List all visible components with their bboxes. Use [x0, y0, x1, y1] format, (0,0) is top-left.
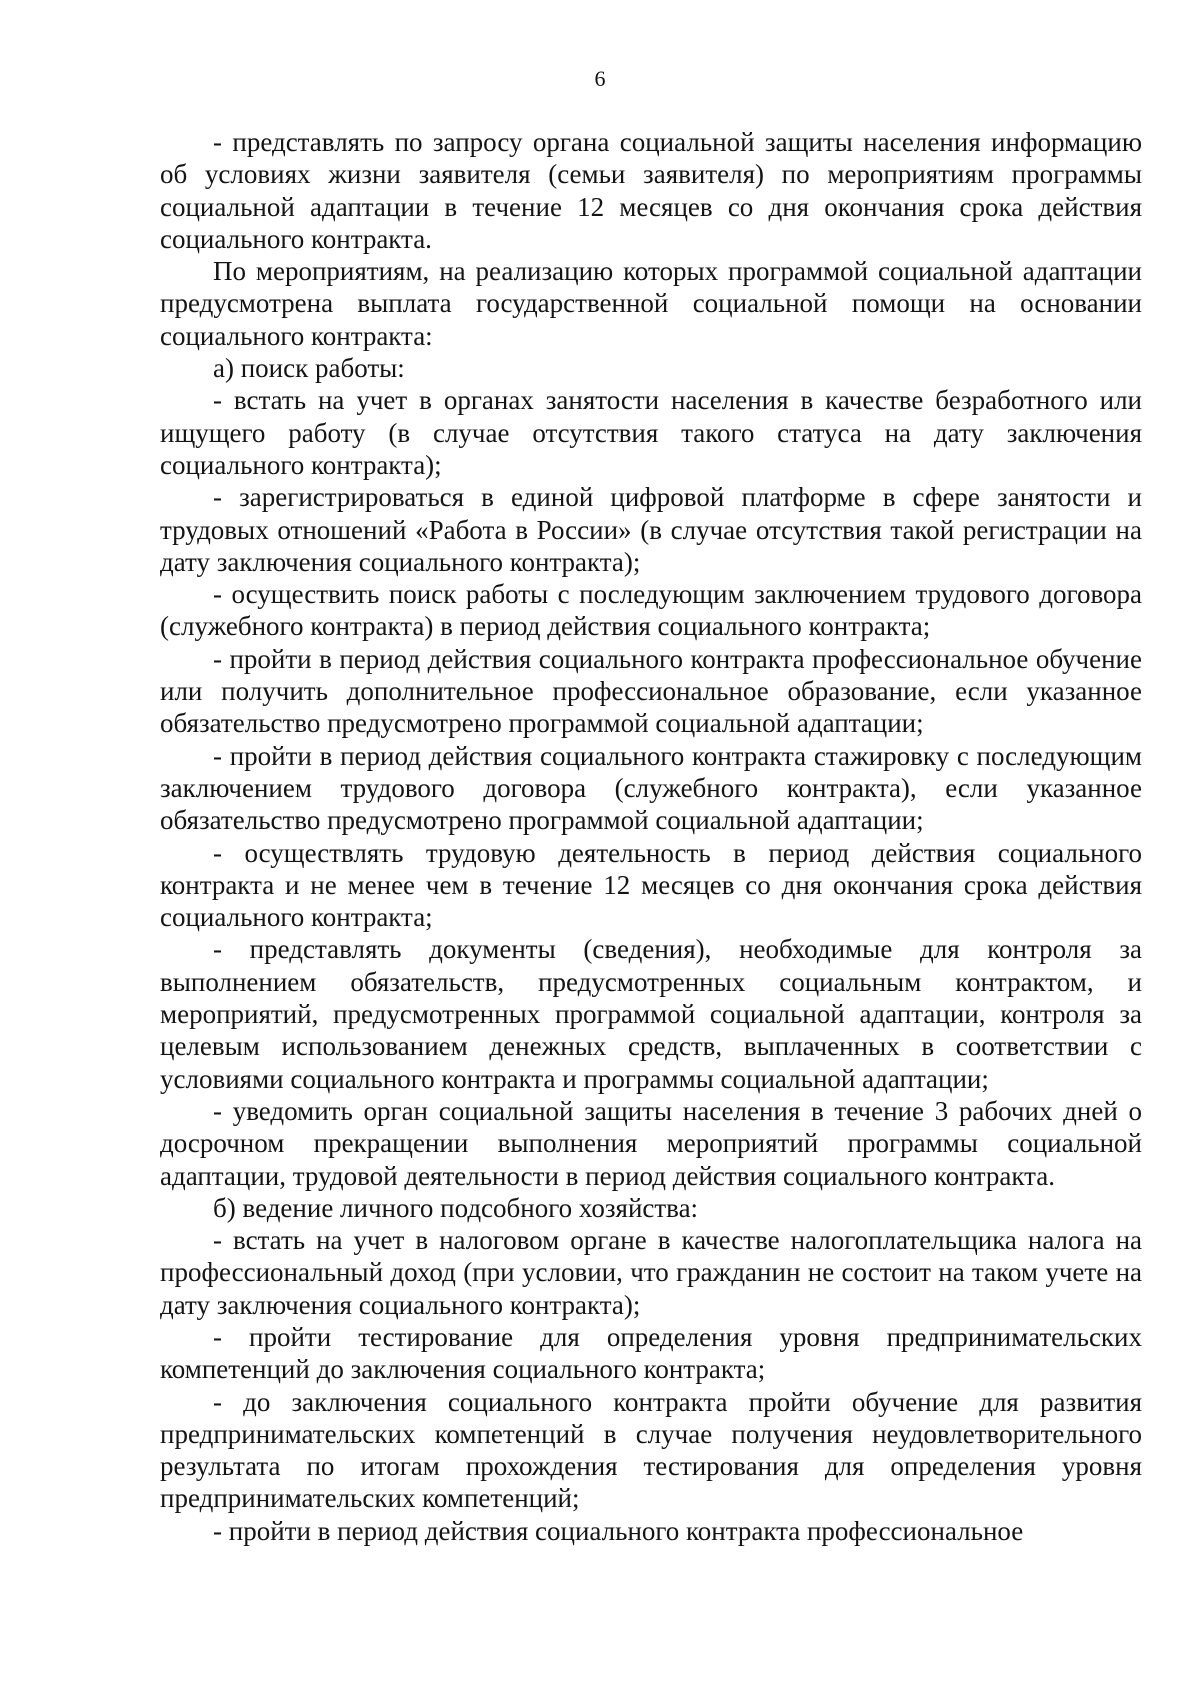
section-heading-job-search: а) поиск работы:	[213, 353, 405, 384]
paragraph-report-living-conditions: - представлять по запросу органа социальной защиты населения информацию об условиях жизни заявителя (семьи заявителя) по мероприятиям программы социальной адаптации в течение 12 месяцев со дня окончания срока действия социального контракта.	[160, 127, 1142, 254]
page-number: 6	[594, 66, 606, 91]
paragraph-register-platform: - зарегистрироваться в единой цифровой платформе в сфере занятости и трудовых отношений «Работа в России» (в случае отсутствия такой регистрации на дату заключения социального контракта);	[160, 482, 1142, 577]
paragraph-job-search: - осуществить поиск работы с последующим заключением трудового договора (служебного контракта) в период действия социального контракта;	[160, 579, 1142, 642]
paragraph-labour-activity: - осуществлять трудовую деятельность в период действия социального контракта и не менее чем в течение 12 месяцев со дня окончания срока действия социального контракта;	[160, 837, 1142, 933]
paragraph-submit-documents: - представлять документы (сведения), необходимые для контроля за выполнением обязательств, предусмотренных социальным контрактом, и мероприятий, предусмотренных программой социальной адаптации, контроля за целевым использованием денежных средств, выплаченных в соответствии с условиями социального контракта и программы социальной адаптации;	[160, 934, 1142, 1094]
paragraph-tax-registration: - встать на учет в налоговом органе в качестве налогоплательщика налога на профессиональный доход (при условии, что гражданин не состоит на таком учете на дату заключения социального контракта);	[160, 1225, 1142, 1320]
section-heading-household: б) ведение личного подсобного хозяйства:	[213, 1192, 699, 1223]
paragraph-competency-testing: - пройти тестирование для определения уровня предпринимательских компетенций до заключения социального контракта;	[160, 1321, 1142, 1385]
paragraph-internship: - пройти в период действия социального контракта стажировку с последующим заключением трудового договора (служебного контракта), если указанное обязательство предусмотрено программой социальной адаптации;	[160, 740, 1142, 836]
paragraph-vocational-training: - пройти в период действия социального контракта профессиональное обучение или получить дополнительное профессиональное образование, если указанное обязательство предусмотрено программой социальной адаптации;	[160, 643, 1142, 739]
paragraph-vocational-training-continued: - пройти в период действия социального контракта профессиональное	[213, 1515, 1024, 1546]
paragraph-competency-training: - до заключения социального контракта пройти обучение для развития предпринимательских компетенций в случае получения неудовлетворительного результата по итогам прохождения тестирования для определения уровня предпринимательских компетенций;	[160, 1386, 1142, 1514]
paragraph-register-employment: - встать на учет в органах занятости населения в качестве безработного или ищущего работу (в случае отсутствия такого статуса на дату заключения социального контракта);	[160, 385, 1142, 480]
paragraph-notify-termination: - уведомить орган социальной защиты населения в течение 3 рабочих дней о досрочном прекращении выполнения мероприятий программы социальной адаптации, трудовой деятельности в период действия социального контракта.	[160, 1095, 1142, 1191]
document-body	[160, 126, 1142, 1547]
paragraph-intro-measures: По мероприятиям, на реализацию которых программой социальной адаптации предусмотрена выплата государственной социальной помощи на основании социального контракта:	[160, 256, 1142, 351]
